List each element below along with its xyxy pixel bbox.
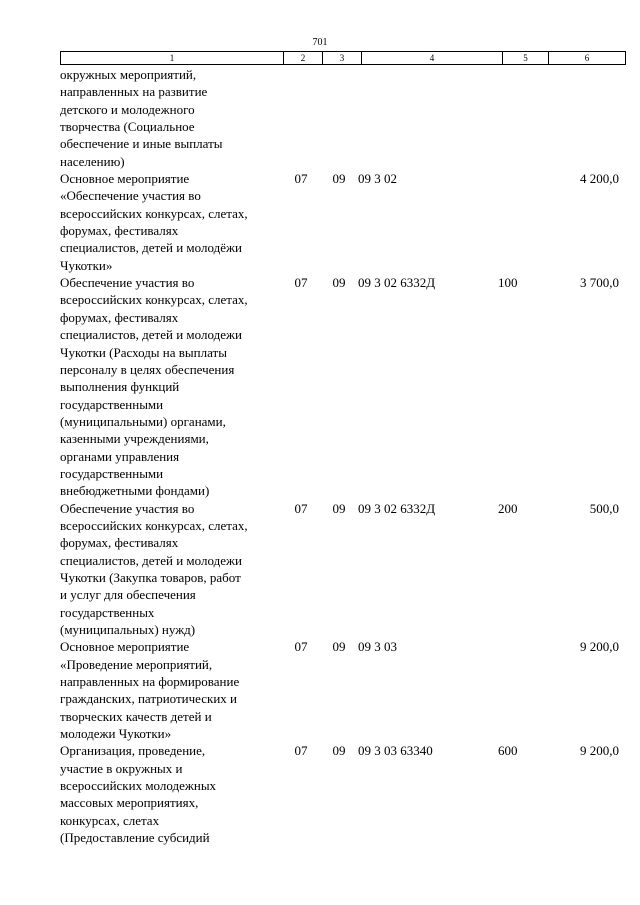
row-expense-type-code — [498, 170, 543, 274]
row-expense-type-code — [498, 66, 543, 170]
description-line: молодежи Чукотки» — [60, 726, 172, 742]
row-subsection-code: 09 — [332, 639, 346, 655]
description-line: форумах, фестивалях — [60, 223, 179, 239]
row-section-code: 07 — [294, 639, 308, 655]
row-section-code: 07 — [294, 275, 308, 291]
header-col-6: 6 — [549, 52, 626, 65]
description-line: специалистов, детей и молодёжи — [60, 240, 242, 256]
description-line: специалистов, детей и молодежи — [60, 552, 242, 568]
description-line: Чукотки (Расходы на выплаты — [60, 344, 227, 360]
row-target-article-code — [358, 66, 498, 170]
header-col-5: 5 — [503, 52, 549, 65]
header-col-3: 3 — [323, 52, 362, 65]
table-row — [60, 500, 619, 639]
row-expense-type-code: 200 — [498, 500, 518, 516]
row-expense-type-code: 100 — [498, 275, 518, 291]
description-line: Обеспечение участия во — [60, 275, 195, 291]
column-number-header — [60, 51, 626, 65]
description-line: (муниципальными) органами, — [60, 413, 226, 429]
table-row — [60, 638, 619, 742]
description-line: Организация, проведение, — [60, 743, 206, 759]
description-line: окружных мероприятий, — [60, 67, 197, 82]
description-line: и услуг для обеспечения — [60, 587, 196, 603]
row-amount: 3 700,0 — [580, 275, 619, 291]
row-subsection-code: 09 — [332, 275, 346, 291]
row-expense-type-code: 600 — [498, 743, 518, 759]
description-line: «Обеспечение участия во — [60, 188, 201, 204]
description-line: Чукотки (Закупка товаров, работ — [60, 569, 241, 585]
table-row — [60, 274, 619, 499]
row-amount — [543, 66, 619, 170]
row-subsection-code — [320, 66, 358, 170]
header-col-4: 4 — [362, 52, 503, 65]
description-line: Обеспечение участия во — [60, 500, 195, 516]
description-line: государственными — [60, 396, 164, 412]
table-row — [60, 742, 619, 846]
description-line: всероссийских конкурсах, слетах, — [60, 205, 248, 221]
description-line: персоналу в целях обеспечения — [60, 361, 235, 377]
row-section-code — [282, 66, 320, 170]
description-line: Основное мероприятие — [60, 639, 190, 655]
row-target-article-code: 09 3 02 6332Д — [358, 500, 436, 516]
row-description — [60, 66, 282, 170]
row-subsection-code: 09 — [332, 500, 346, 516]
description-line: направленных на развитие — [60, 84, 208, 100]
description-line: государственными — [60, 465, 164, 481]
table-row — [60, 66, 619, 170]
budget-table-body — [60, 66, 619, 846]
row-amount: 4 200,0 — [580, 171, 619, 187]
description-line: направленных на формирование — [60, 674, 240, 690]
page-number: 701 — [312, 37, 328, 48]
description-line: конкурсах, слетах — [60, 812, 160, 828]
description-line: творчества (Социальное — [60, 119, 195, 135]
row-description — [60, 500, 282, 639]
header-col-2: 2 — [284, 52, 323, 65]
description-line: (Предоставление субсидий — [60, 830, 210, 846]
row-description — [60, 274, 282, 499]
description-line: гражданских, патриотических и — [60, 691, 238, 707]
row-expense-type-code — [498, 638, 543, 742]
description-line: всероссийских молодежных — [60, 778, 217, 794]
row-target-article-code: 09 3 03 — [358, 639, 397, 655]
description-line: «Проведение мероприятий, — [60, 656, 213, 672]
budget-table — [60, 66, 619, 846]
description-line: Чукотки» — [60, 257, 113, 273]
description-line: творческих качеств детей и — [60, 708, 212, 724]
description-line: государственных — [60, 604, 155, 620]
row-subsection-code: 09 — [332, 171, 346, 187]
description-line: выполнения функций — [60, 379, 180, 395]
row-amount: 9 200,0 — [580, 639, 619, 655]
description-line: казенными учреждениями, — [60, 431, 209, 447]
description-line: участие в окружных и — [60, 760, 183, 776]
row-subsection-code: 09 — [332, 743, 346, 759]
header-row — [61, 52, 626, 65]
description-line: специалистов, детей и молодежи — [60, 327, 242, 343]
row-section-code: 07 — [294, 500, 308, 516]
description-line: обеспечение и иные выплаты — [60, 136, 223, 152]
description-line: Основное мероприятие — [60, 171, 190, 187]
description-line: детского и молодежного — [60, 101, 195, 117]
description-line: населению) — [60, 153, 125, 169]
row-section-code: 07 — [294, 171, 308, 187]
description-line: всероссийских конкурсах, слетах, — [60, 517, 248, 533]
row-description — [60, 170, 282, 274]
description-line: форумах, фестивалях — [60, 535, 179, 551]
row-target-article-code: 09 3 02 — [358, 171, 397, 187]
description-line: массовых мероприятиях, — [60, 795, 199, 811]
header-col-1: 1 — [61, 52, 284, 65]
row-target-article-code: 09 3 02 6332Д — [358, 275, 436, 291]
row-description — [60, 638, 282, 742]
description-line: органами управления — [60, 448, 180, 464]
description-line: внебюджетными фондами) — [60, 483, 210, 499]
row-target-article-code: 09 3 03 63340 — [358, 743, 433, 759]
row-amount: 9 200,0 — [580, 743, 619, 759]
description-line: (муниципальных) нужд) — [60, 622, 196, 637]
row-description — [60, 742, 282, 846]
description-line: всероссийских конкурсах, слетах, — [60, 292, 248, 308]
row-section-code: 07 — [294, 743, 308, 759]
description-line: форумах, фестивалях — [60, 309, 179, 325]
row-amount: 500,0 — [589, 500, 619, 516]
table-row — [60, 170, 619, 274]
